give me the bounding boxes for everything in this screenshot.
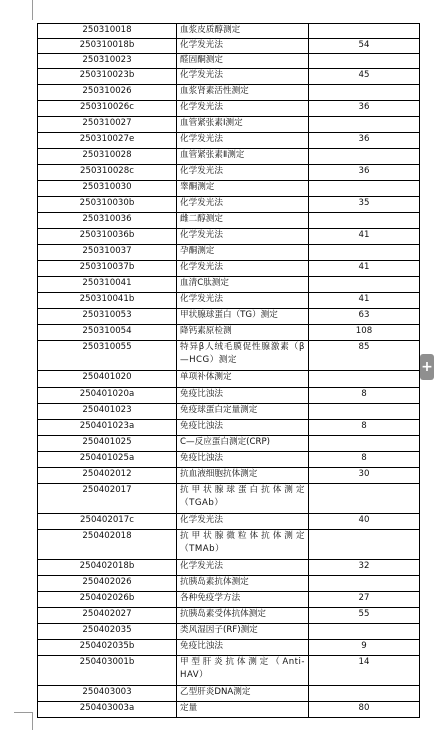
table-row bbox=[38, 309, 420, 325]
item-name-cell: 化学发光法 bbox=[177, 229, 309, 245]
item-name-cell: 化学发光法 bbox=[177, 560, 309, 576]
table-row bbox=[38, 293, 420, 309]
item-code-cell: 250401020a bbox=[38, 388, 177, 404]
table-row bbox=[38, 341, 420, 371]
item-price-cell: 8 bbox=[309, 388, 420, 404]
table-row bbox=[38, 245, 420, 261]
item-name-cell: 抗血液细胞抗体测定 bbox=[177, 468, 309, 484]
table-row bbox=[38, 436, 420, 452]
item-price-cell: 85 bbox=[309, 341, 420, 371]
item-name-cell: 定量 bbox=[177, 702, 309, 718]
item-name-cell: 免疫比浊法 bbox=[177, 452, 309, 468]
table-row bbox=[38, 702, 420, 718]
fee-table bbox=[37, 23, 420, 718]
item-name-cell: 免疫比浊法 bbox=[177, 420, 309, 436]
item-price-cell: 27 bbox=[309, 592, 420, 608]
item-price-cell bbox=[309, 85, 420, 101]
item-price-cell bbox=[309, 181, 420, 197]
item-code-cell: 250403003 bbox=[38, 686, 177, 702]
item-name-cell: 化学发光法 bbox=[177, 514, 309, 530]
item-code-cell: 250402035b bbox=[38, 640, 177, 656]
item-code-cell: 250402035 bbox=[38, 624, 177, 640]
item-name-cell: 化学发光法 bbox=[177, 165, 309, 181]
item-price-cell bbox=[309, 484, 420, 514]
item-name-cell: 特异β人绒毛膜促性腺激素（β—HCG）测定 bbox=[177, 341, 309, 371]
item-name-cell: 抗甲状腺球蛋白抗体测定（TGAb） bbox=[177, 484, 309, 514]
item-name-cell: 睾酮测定 bbox=[177, 181, 309, 197]
item-price-cell: 32 bbox=[309, 560, 420, 576]
item-price-cell: 40 bbox=[309, 514, 420, 530]
table-row bbox=[38, 133, 420, 149]
item-name-cell: 化学发光法 bbox=[177, 69, 309, 85]
item-name-cell: 孕酮测定 bbox=[177, 245, 309, 261]
table-row bbox=[38, 54, 420, 69]
item-name-cell: 免疫比浊法 bbox=[177, 388, 309, 404]
item-name-cell: 化学发光法 bbox=[177, 261, 309, 277]
fee-table-body bbox=[38, 24, 420, 718]
item-name-cell: 血清C肽测定 bbox=[177, 277, 309, 293]
item-code-cell: 250310030 bbox=[38, 181, 177, 197]
item-name-cell: 免疫比浊法 bbox=[177, 640, 309, 656]
item-name-cell: 醛固酮测定 bbox=[177, 54, 309, 69]
table-row bbox=[38, 85, 420, 101]
table-row bbox=[38, 484, 420, 514]
table-row bbox=[38, 452, 420, 468]
item-code-cell: 250402026b bbox=[38, 592, 177, 608]
item-price-cell: 8 bbox=[309, 452, 420, 468]
item-price-cell bbox=[309, 371, 420, 388]
item-code-cell: 250310027 bbox=[38, 117, 177, 133]
table-row bbox=[38, 624, 420, 640]
item-price-cell bbox=[309, 245, 420, 261]
add-side-button[interactable]: + bbox=[420, 354, 434, 380]
item-code-cell: 250310036 bbox=[38, 213, 177, 229]
table-row bbox=[38, 608, 420, 624]
item-code-cell: 250310036b bbox=[38, 229, 177, 245]
table-row bbox=[38, 686, 420, 702]
table-row bbox=[38, 640, 420, 656]
item-name-cell: 免疫球蛋白定量测定 bbox=[177, 404, 309, 420]
item-price-cell bbox=[309, 530, 420, 560]
table-row bbox=[38, 656, 420, 686]
item-price-cell: 63 bbox=[309, 309, 420, 325]
table-row bbox=[38, 388, 420, 404]
table-row bbox=[38, 69, 420, 85]
item-price-cell bbox=[309, 686, 420, 702]
item-code-cell: 250310018b bbox=[38, 39, 177, 54]
table-row bbox=[38, 592, 420, 608]
item-code-cell: 250402018 bbox=[38, 530, 177, 560]
table-row bbox=[38, 420, 420, 436]
item-price-cell: 41 bbox=[309, 293, 420, 309]
table-row bbox=[38, 277, 420, 293]
item-name-cell: 各种免疫学方法 bbox=[177, 592, 309, 608]
item-name-cell: 降钙素原检测 bbox=[177, 325, 309, 341]
item-name-cell: 化学发光法 bbox=[177, 293, 309, 309]
item-name-cell: 抗甲状腺微粒体抗体测定（TMAb） bbox=[177, 530, 309, 560]
item-code-cell: 250403001b bbox=[38, 656, 177, 686]
item-price-cell bbox=[309, 277, 420, 293]
item-price-cell bbox=[309, 436, 420, 452]
table-row bbox=[38, 261, 420, 277]
item-code-cell: 250403003a bbox=[38, 702, 177, 718]
item-price-cell: 9 bbox=[309, 640, 420, 656]
item-code-cell: 250310026 bbox=[38, 85, 177, 101]
item-price-cell: 35 bbox=[309, 197, 420, 213]
item-code-cell: 250402012 bbox=[38, 468, 177, 484]
item-code-cell: 250402018b bbox=[38, 560, 177, 576]
crop-mark-bottom bbox=[32, 712, 33, 730]
item-code-cell: 250310037b bbox=[38, 261, 177, 277]
item-code-cell: 250310053 bbox=[38, 309, 177, 325]
item-name-cell: 血管紧张素Ⅱ测定 bbox=[177, 149, 309, 165]
item-price-cell: 45 bbox=[309, 69, 420, 85]
table-row bbox=[38, 149, 420, 165]
table-row bbox=[38, 117, 420, 133]
item-price-cell bbox=[309, 404, 420, 420]
item-name-cell: 血管紧张素Ⅰ测定 bbox=[177, 117, 309, 133]
item-price-cell bbox=[309, 24, 420, 39]
table-row bbox=[38, 24, 420, 39]
table-row bbox=[38, 197, 420, 213]
item-price-cell bbox=[309, 149, 420, 165]
table-row bbox=[38, 514, 420, 530]
item-code-cell: 250310028 bbox=[38, 149, 177, 165]
item-price-cell: 80 bbox=[309, 702, 420, 718]
item-name-cell: 甲型肝炎抗体测定（Anti-HAV） bbox=[177, 656, 309, 686]
item-code-cell: 250402017 bbox=[38, 484, 177, 514]
item-price-cell: 54 bbox=[309, 39, 420, 54]
item-name-cell: 乙型肝炎DNA测定 bbox=[177, 686, 309, 702]
table-row bbox=[38, 325, 420, 341]
item-code-cell: 250310030b bbox=[38, 197, 177, 213]
item-price-cell: 41 bbox=[309, 261, 420, 277]
item-code-cell: 250310054 bbox=[38, 325, 177, 341]
item-code-cell: 250402026 bbox=[38, 576, 177, 592]
table-row bbox=[38, 468, 420, 484]
item-code-cell: 250310041b bbox=[38, 293, 177, 309]
item-name-cell: 血浆肾素活性测定 bbox=[177, 85, 309, 101]
item-price-cell: 8 bbox=[309, 420, 420, 436]
item-code-cell: 250402017c bbox=[38, 514, 177, 530]
item-name-cell: C—反应蛋白测定(CRP) bbox=[177, 436, 309, 452]
item-name-cell: 化学发光法 bbox=[177, 133, 309, 149]
item-name-cell: 抗胰岛素抗体测定 bbox=[177, 576, 309, 592]
table-row bbox=[38, 560, 420, 576]
item-price-cell: 36 bbox=[309, 101, 420, 117]
item-name-cell: 类风湿因子(RF)测定 bbox=[177, 624, 309, 640]
item-code-cell: 250310028c bbox=[38, 165, 177, 181]
item-name-cell: 单项补体测定 bbox=[177, 371, 309, 388]
item-code-cell: 250401023 bbox=[38, 404, 177, 420]
item-price-cell: 36 bbox=[309, 165, 420, 181]
item-price-cell: 14 bbox=[309, 656, 420, 686]
item-code-cell: 250310027e bbox=[38, 133, 177, 149]
item-price-cell: 30 bbox=[309, 468, 420, 484]
item-code-cell: 250401025 bbox=[38, 436, 177, 452]
crop-mark-top bbox=[32, 0, 33, 20]
item-price-cell: 41 bbox=[309, 229, 420, 245]
item-price-cell bbox=[309, 213, 420, 229]
item-price-cell: 36 bbox=[309, 133, 420, 149]
item-price-cell bbox=[309, 117, 420, 133]
item-code-cell: 250401023a bbox=[38, 420, 177, 436]
item-price-cell: 55 bbox=[309, 608, 420, 624]
item-code-cell: 250310023b bbox=[38, 69, 177, 85]
item-name-cell: 抗胰岛素受体抗体测定 bbox=[177, 608, 309, 624]
table-row bbox=[38, 165, 420, 181]
item-code-cell: 250401020 bbox=[38, 371, 177, 388]
item-name-cell: 化学发光法 bbox=[177, 101, 309, 117]
item-price-cell bbox=[309, 624, 420, 640]
table-row bbox=[38, 101, 420, 117]
item-name-cell: 化学发光法 bbox=[177, 39, 309, 54]
item-code-cell: 250401025a bbox=[38, 452, 177, 468]
table-row bbox=[38, 229, 420, 245]
table-row bbox=[38, 39, 420, 54]
item-price-cell bbox=[309, 576, 420, 592]
table-row bbox=[38, 404, 420, 420]
item-code-cell: 250310037 bbox=[38, 245, 177, 261]
item-code-cell: 250310041 bbox=[38, 277, 177, 293]
item-name-cell: 雌二醇测定 bbox=[177, 213, 309, 229]
item-code-cell: 250310023 bbox=[38, 54, 177, 69]
table-row bbox=[38, 530, 420, 560]
item-code-cell: 250402027 bbox=[38, 608, 177, 624]
item-name-cell: 化学发光法 bbox=[177, 197, 309, 213]
item-name-cell: 甲状腺球蛋白（TG）测定 bbox=[177, 309, 309, 325]
item-price-cell bbox=[309, 54, 420, 69]
item-code-cell: 250310026c bbox=[38, 101, 177, 117]
crop-mark-bottom-horizontal bbox=[14, 712, 32, 713]
table-row bbox=[38, 371, 420, 388]
table-row bbox=[38, 576, 420, 592]
item-name-cell: 血浆皮质醇测定 bbox=[177, 24, 309, 39]
table-row bbox=[38, 181, 420, 197]
item-price-cell: 108 bbox=[309, 325, 420, 341]
item-code-cell: 250310055 bbox=[38, 341, 177, 371]
table-row bbox=[38, 213, 420, 229]
item-code-cell: 250310018 bbox=[38, 24, 177, 39]
